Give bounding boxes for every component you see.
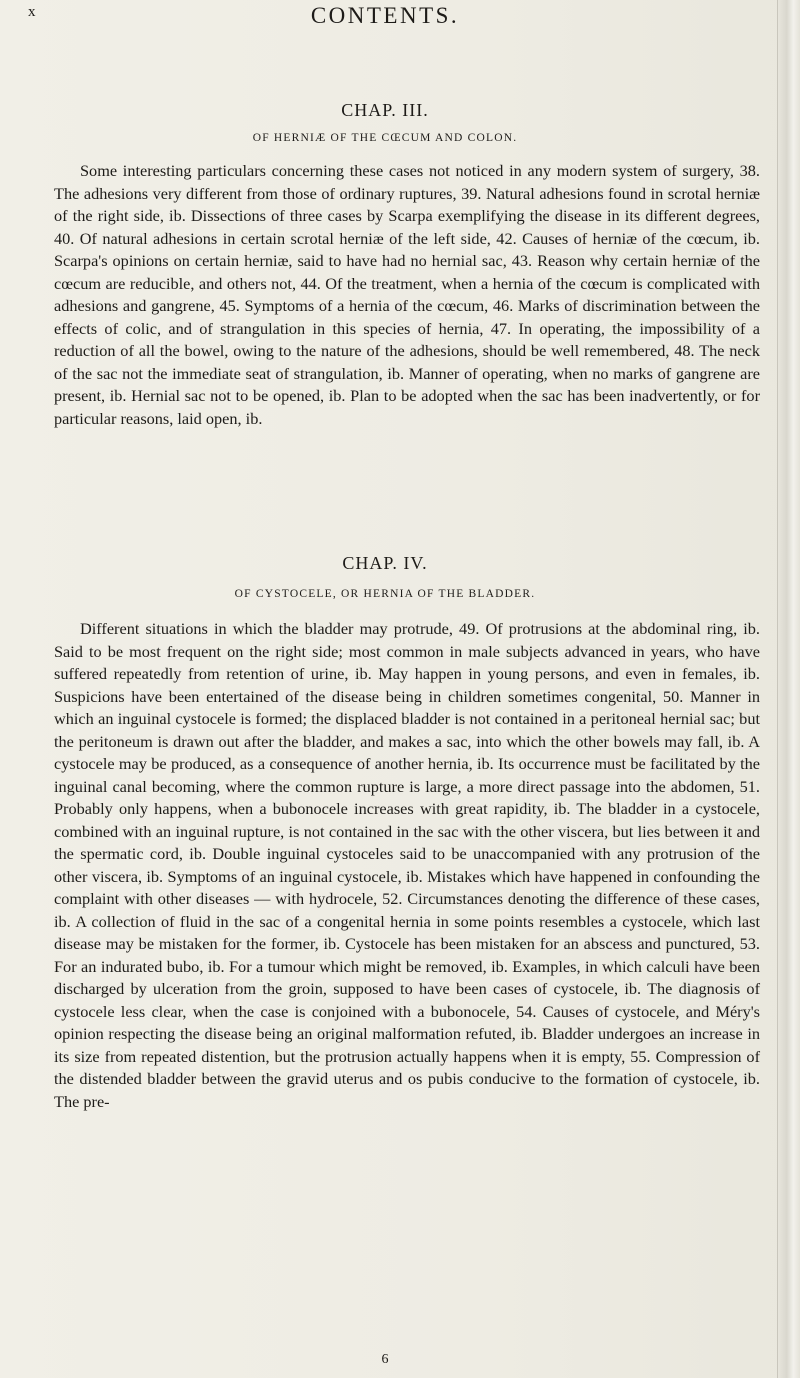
chapter-3-title: CHAP. III. [341, 100, 429, 120]
chapter-4-subtitle: OF CYSTOCELE, OR HERNIA OF THE BLADDER. [234, 588, 536, 600]
chapter-3-contents: Some interesting particulars concerning these cases not noticed in any modern system of surgery, 38. The adhesions very different from those of ordinary ruptures, 39. Natural adhesions found in scrotal herniæ of the right side, ib. Dissections of three cases by Scarpa exemplifying the disease in its different degrees, 40. Of natural adhesions in certain scrotal herniæ of the left side, 42. Causes of herniæ of the cœcum, ib. Scarpa's opinions on certain herniæ, said to have had no hernial sac, 43. Reason why certain herniæ of the cœcum are reducible, and others not, 44. Of the treatment, when a hernia of the cœcum is complicated with adhesions and gangrene, 45. Symptoms of a hernia of the cœcum, 46. Marks of discrimination between the effects of colic, and of strangulation in this species of hernia, 47. In operating, the impossibility of a reduction of all the bowel, owing to the nature of the adhesions, should be well remembered, 48. The neck of the sac not the immediate seat of strangulation, ib. Manner of operating, when no marks of gangrene are present, ib. Hernial sac not to be opened, ib. Plan to be adopted when the sac has been inadvertently, or for particular reasons, laid open, ib. [54, 161, 760, 428]
running-head: CONTENTS. [310, 3, 460, 28]
page-folio: x [28, 4, 37, 20]
chapter-4-contents: Different situations in which the bladder may protrude, 49. Of protrusions at the abdominal ring, ib. Said to be most frequent on the right side; most common in male subjects advanced in years, who have suffered repeatedly from retention of urine, ib. May happen in young persons, and even in females, ib. Suspicions have been entertained of the disease being in children sometimes congenital, 50. Manner in which an inguinal cystocele is formed; the displaced bladder is not contained in a peritoneal hernial sac; but the peritoneum is drawn out after the bladder, and makes a sac, into which the other bowels may fall, ib. A cystocele may be produced, as a consequence of another hernia, ib. Its occurrence must be facilitated by the inguinal canal becoming, where the common rupture is large, a more direct passage into the abdomen, 51. Probably only happens, when a bubonocele increases with great rapidity, ib. The bladder in a cystocele, combined with an inguinal rupture, is not contained in the sac with the other viscera, but lies between it and the spermatic cord, ib. Double inguinal cystoceles said to be unaccompanied with any protrusion of the other viscera, ib. Symptoms of an inguinal cystocele, ib. Mistakes which have happened in confounding the complaint with other diseases — with hydrocele, 52. Circumstances denoting the difference of these cases, ib. A collection of fluid in the sac of a congenital hernia in some points resembles a cystocele, which last disease may be mistaken for the former, ib. Cystocele has been mistaken for an abscess and punctured, 53. For an indurated bubo, ib. For a tumour which might be removed, ib. Examples, in which calculi have been discharged by ulceration from the groin, supposed to have been cases of cystocele, ib. The diagnosis of cystocele less clear, when the case is conjoined with a bubonocele, 54. Causes of cystocele, and Méry's opinion respecting the disease being an original malformation refuted, ib. Bladder undergoes an increase in its size from repeated distention, but the protrusion actually happens when it is empty, 55. Compression of the distended bladder between the gravid uterus and os pubis conducive to the formation of cystocele, ib. The pre- [54, 619, 761, 1111]
signature-mark: 6 [381, 1352, 389, 1367]
chapter-3-subtitle: OF HERNIÆ OF THE CŒCUM AND COLON. [252, 132, 518, 144]
chapter-4-title: CHAP. IV. [342, 553, 428, 573]
page-edge [777, 0, 800, 1378]
